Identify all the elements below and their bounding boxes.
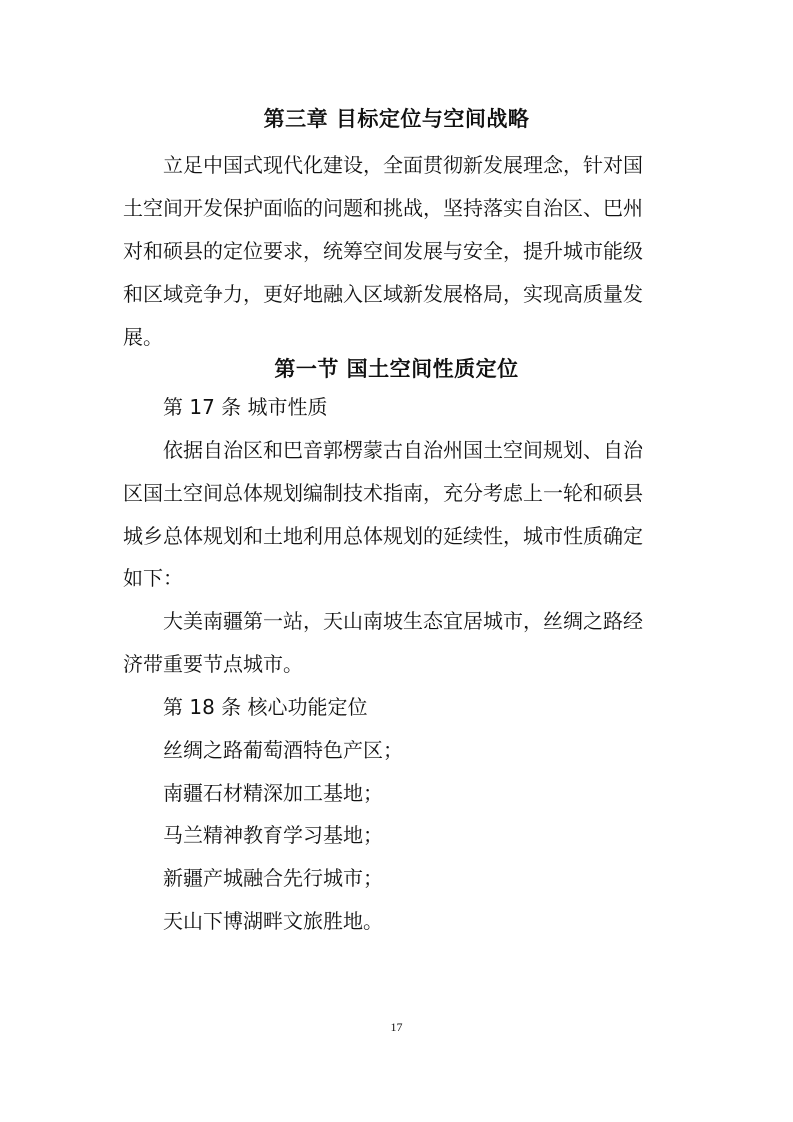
function-list-item: 新疆产城融合先行城市；: [163, 866, 383, 890]
article-17-paragraph-line: 如下：: [123, 566, 183, 590]
article-17-paragraph-line: 依据自治区和巴音郭楞蒙古自治州国土空间规划、自治: [163, 438, 643, 462]
article-17-paragraph-line: 区国土空间总体规划编制技术指南，充分考虑上一轮和硕县: [123, 481, 643, 505]
city-nature-statement-line: 济带重要节点城市。: [123, 652, 303, 676]
city-nature-statement-line: 大美南疆第一站，天山南坡生态宜居城市，丝绸之路经: [163, 609, 643, 633]
article-17-title: 第 17 条 城市性质: [163, 395, 328, 419]
intro-line: 对和硕县的定位要求，统筹空间发展与安全，提升城市能级: [123, 239, 643, 263]
intro-line: 土空间开发保护面临的问题和挑战，坚持落实自治区、巴州: [123, 196, 643, 220]
function-list-item: 马兰精神教育学习基地；: [163, 823, 383, 847]
article-17-paragraph-line: 城乡总体规划和土地利用总体规划的延续性，城市性质确定: [123, 524, 643, 548]
chapter-title: 第三章 目标定位与空间战略: [263, 107, 530, 131]
section-title: 第一节 国土空间性质定位: [274, 357, 519, 381]
function-list-item: 南疆石材精深加工基地；: [163, 781, 383, 805]
function-list-item: 天山下博湖畔文旅胜地。: [163, 909, 383, 933]
function-list-item: 丝绸之路葡萄酒特色产区；: [163, 738, 403, 762]
page-number: 17: [390, 1020, 403, 1034]
intro-line: 展。: [123, 325, 163, 349]
intro-line: 和区域竞争力，更好地融入区域新发展格局，实现高质量发: [123, 282, 643, 306]
article-18-title: 第 18 条 核心功能定位: [163, 695, 368, 719]
intro-line: 立足中国式现代化建设，全面贯彻新发展理念，针对国: [163, 153, 643, 177]
